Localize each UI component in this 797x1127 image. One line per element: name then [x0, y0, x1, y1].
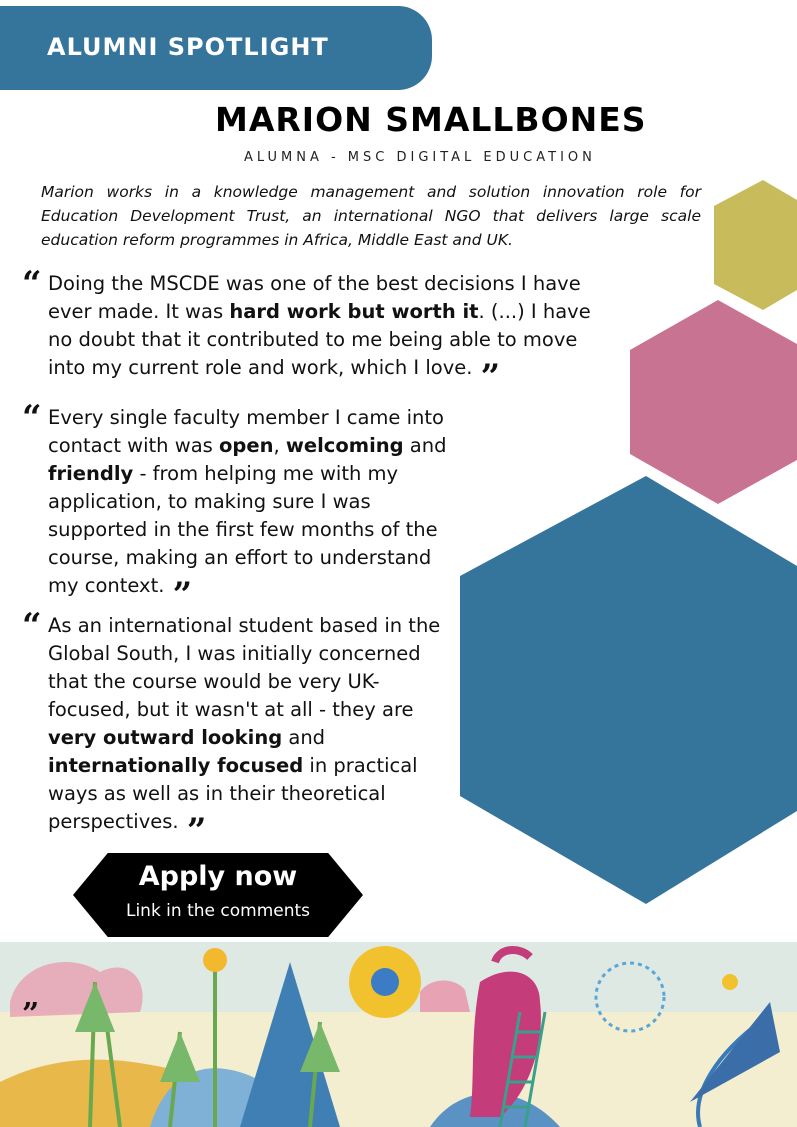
quote-text: in practical ways as well as in their theoretical perspectives. [48, 754, 418, 833]
open-quote-icon: “ [22, 606, 42, 646]
quote-emphasis: internationally focused [48, 754, 304, 777]
quote-2 [22, 398, 458, 615]
quote-text: . (...) I have no doubt that it contributed to me being able to move into my current role and work, which I love. [48, 300, 591, 379]
quote-text: Every single faculty member I came into contact with was [48, 406, 444, 457]
quote-text: and [403, 434, 447, 457]
quote-text: Doing the MSCDE was one of the best decisions I have ever made. It was [48, 272, 581, 323]
blue-hexagon [460, 476, 797, 908]
close-quote-icon: ” [480, 357, 501, 397]
quote-3 [22, 606, 458, 851]
quote-emphasis: welcoming [285, 434, 404, 457]
pink-hexagon [630, 300, 797, 504]
quote-text: and [282, 726, 326, 749]
apply-sublabel: Link in the comments [125, 901, 311, 921]
banner-title: ALUMNI SPOTLIGHT [47, 33, 329, 61]
header-banner [0, 6, 432, 90]
alumni-name: MARION SMALLBONES [215, 100, 647, 139]
alumni-subtitle: ALUMNA - MSC DIGITAL EDUCATION [244, 150, 596, 165]
quote-emphasis: very outward looking [48, 726, 283, 749]
intro-text: Marion works in a knowledge management and solution innovation role for Education Development Trust, an international NGO that delivers large scale education reform programmes in Africa, Middle East and UK. [41, 183, 701, 249]
apply-label: Apply now [138, 861, 298, 892]
quote-emphasis: open [219, 434, 274, 457]
olive-hexagon [705, 180, 797, 310]
quote-emphasis: hard work but worth it [229, 300, 479, 323]
quote-emphasis: friendly [48, 462, 134, 485]
quote-text: , [273, 434, 286, 457]
open-quote-icon: “ [22, 398, 42, 438]
svg-text:”: ” [22, 997, 40, 1032]
quote-text: - from helping me with my application, to making sure I was supported in the first few months of the course, making an effort to understand my context. [48, 462, 438, 597]
close-quote-icon: ” [186, 811, 207, 851]
open-quote-icon: “ [22, 264, 42, 304]
close-quote-icon: ” [172, 575, 193, 615]
quote-1 [22, 264, 608, 397]
botanical-illustration [0, 942, 797, 1127]
quote-text: As an international student based in the Global South, I was initially concerned that the course would be very UK-focused, but it wasn't at all - they are [48, 614, 441, 721]
apply-now-button[interactable] [73, 853, 363, 937]
